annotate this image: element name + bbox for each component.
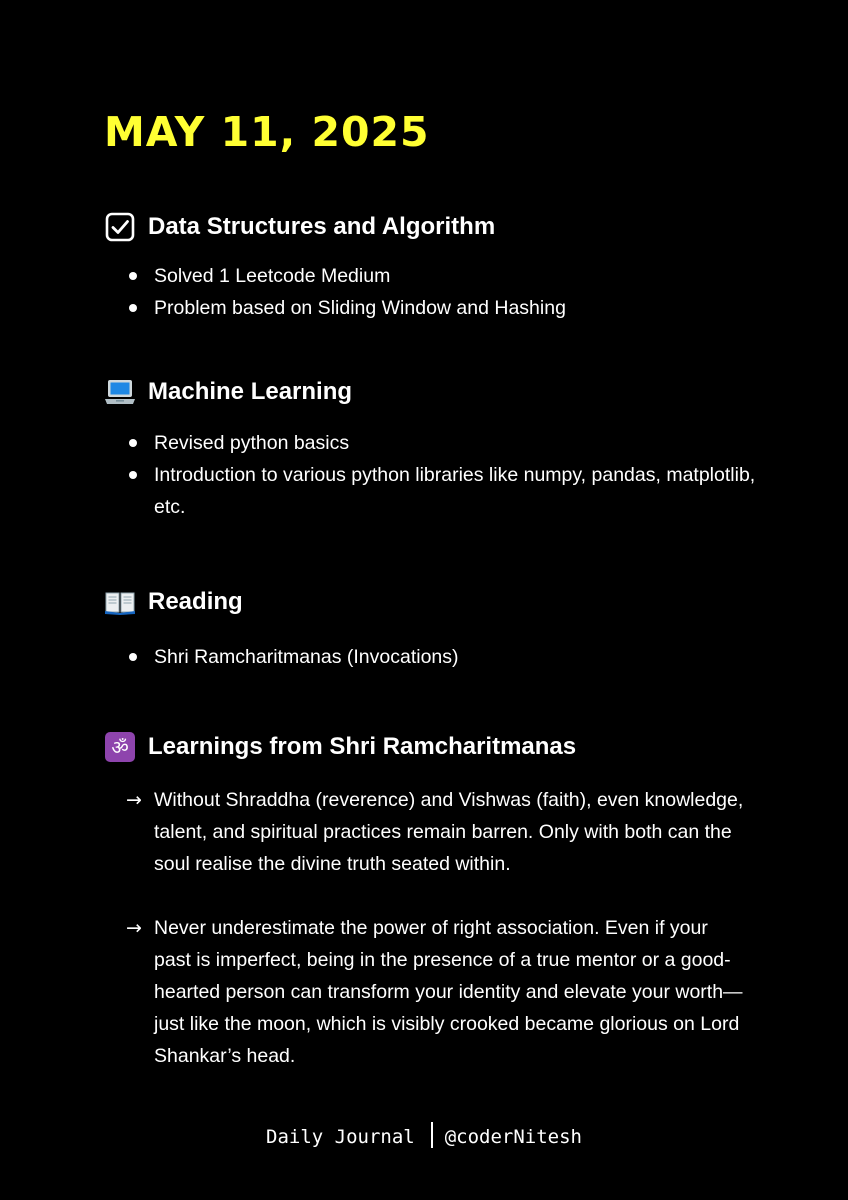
section-heading	[104, 585, 764, 619]
arrow-icon: →	[126, 917, 142, 939]
section-heading	[104, 730, 764, 764]
section-title: Reading	[148, 588, 243, 615]
section-title: Machine Learning	[148, 378, 353, 405]
learnings-list	[104, 784, 744, 1072]
section-title: Data Structures and Algorithm	[148, 213, 496, 240]
list-item-text: Introduction to various python libraries like numpy, pandas, matplotlib, etc.	[154, 464, 756, 518]
page-title: MAY 11, 2025	[104, 108, 430, 156]
arrow-icon: →	[126, 789, 142, 811]
list-item-text: Shri Ramcharitmanas (Invocations)	[154, 646, 459, 668]
section-learnings	[104, 730, 764, 1072]
section-heading	[104, 375, 764, 409]
bullet-dot	[129, 304, 137, 312]
learning-text: Never underestimate the power of right association. Even if your past is imperfect, being in the presence of a true mentor or a good-hearted person can transform your identity and elevate your worth—just like the moon, which is visibly crooked became glorious on Lord Shankar’s head.	[154, 917, 743, 1067]
om-icon	[104, 731, 136, 763]
svg-text:ॐ: ॐ	[111, 737, 129, 759]
footer-label: Daily Journal	[266, 1126, 415, 1148]
bullet-list	[104, 641, 764, 673]
bullet-dot	[129, 272, 137, 280]
check-box-icon	[104, 211, 136, 243]
section-dsa	[104, 210, 764, 324]
footer	[0, 1122, 848, 1151]
footer-divider	[431, 1122, 433, 1148]
bullet-dot	[129, 471, 137, 479]
learning-item	[104, 784, 744, 880]
bullet-dot	[129, 439, 137, 447]
list-item	[104, 459, 774, 523]
bullet-list	[104, 260, 764, 324]
footer-handle: @coderNitesh	[444, 1126, 582, 1148]
open-book-icon	[104, 586, 136, 618]
section-heading	[104, 210, 764, 244]
list-item-text: Revised python basics	[154, 432, 350, 454]
section-title: Learnings from Shri Ramcharitmanas	[148, 733, 577, 760]
section-reading	[104, 585, 764, 673]
bullet-dot	[129, 653, 137, 661]
list-item	[104, 641, 764, 673]
bullet-list	[104, 427, 764, 523]
laptop-icon	[104, 376, 136, 408]
learning-item	[104, 912, 744, 1072]
list-item-text: Solved 1 Leetcode Medium	[154, 265, 391, 287]
list-item-text: Problem based on Sliding Window and Hashing	[154, 297, 566, 319]
list-item	[104, 427, 764, 459]
list-item	[104, 292, 764, 324]
learning-text: Without Shraddha (reverence) and Vishwas (faith), even knowledge, talent, and spiritual practices remain barren. Only with both can the soul realise the divine truth seated within.	[154, 789, 744, 875]
list-item	[104, 260, 764, 292]
section-machine-learning	[104, 375, 764, 523]
